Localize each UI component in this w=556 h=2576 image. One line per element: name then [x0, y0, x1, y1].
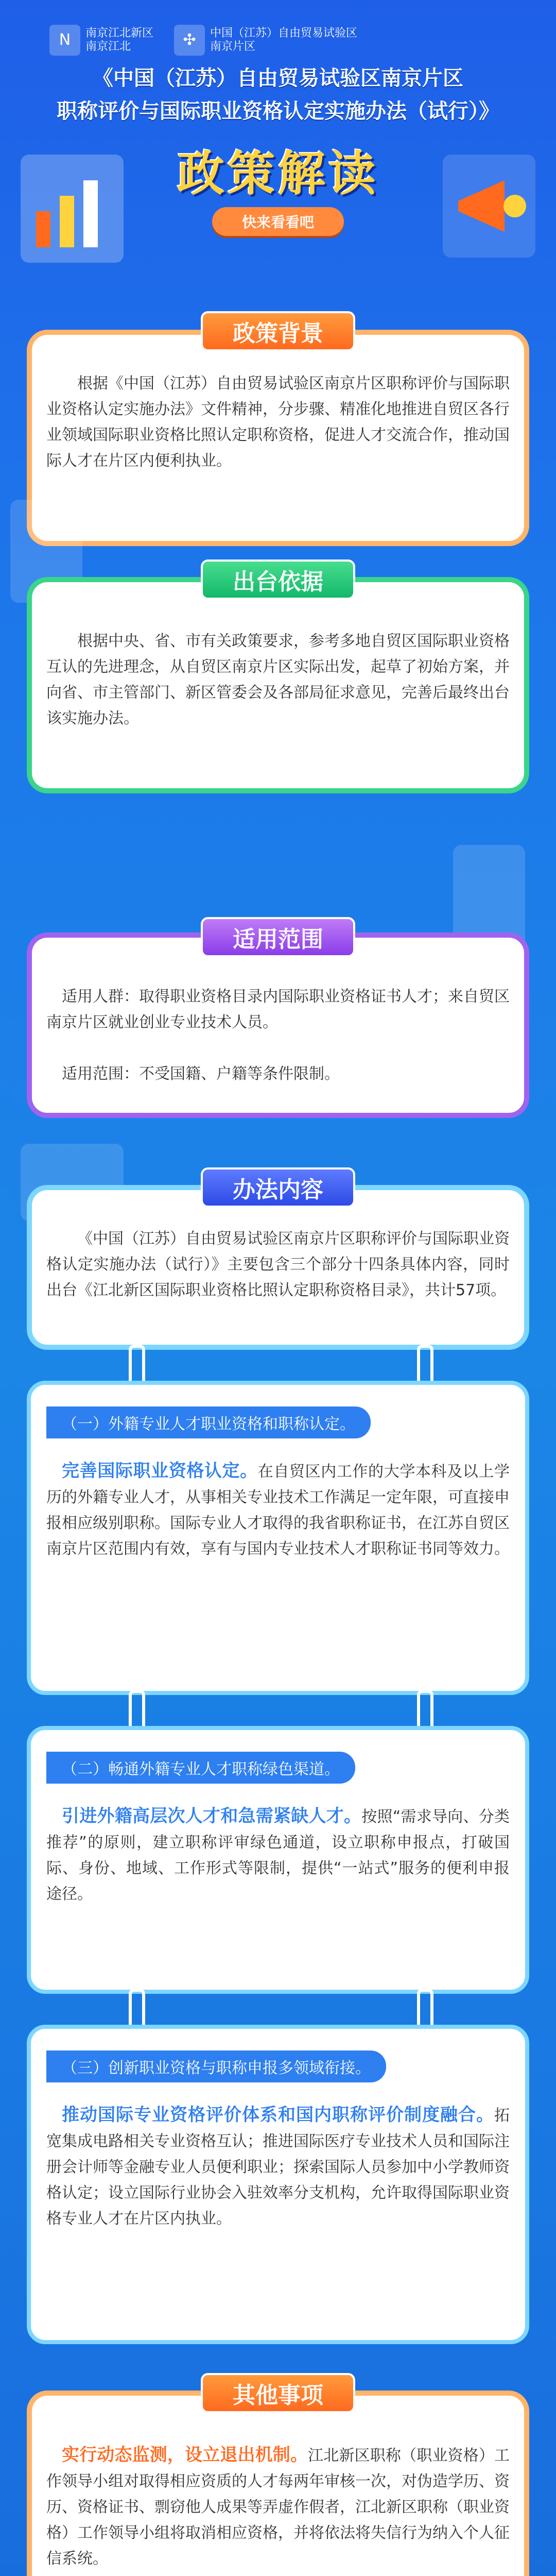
sub-highlight-3: 推动国际专业资格评价体系和国内职称评价制度融合。 — [62, 2105, 494, 2125]
jiangbei-logo-icon: N — [49, 25, 80, 56]
section-other-body: 江北新区职称（职业资格）工作领导小组对取得相应资质的人才每两年审核一次，对伪造学历、资历、资格证书、剽窃他人成果等弄虚作假者，江北新区职称（职业资格）工作领导小组将取消相应资格，并将依法将失信行为纳入个人征信系统。 — [46, 2447, 510, 2568]
banner-tag: 快来看看吧 — [212, 207, 344, 236]
sub-tag-3: （三）创新职业资格与职称申报多领域衔接。 — [46, 2050, 386, 2082]
section-scope-text-1: 适用人群：取得职业资格目录内国际职业资格证书人才；来自贸区南京片区就业创业专业技术人员。 — [46, 988, 510, 1031]
chart-icon — [21, 155, 124, 263]
ftz-logo-icon: ✣ — [174, 25, 205, 56]
jiangbei-logo — [49, 25, 153, 56]
banner-title: 政策解读 — [177, 146, 379, 201]
section-background-text: 根据《中国（江苏）自由贸易试验区南京片区职称评价与国际职业资格认定实施办法》文件精神，分步骤、精准化地推进自贸区各行业领域国际职业资格比照认定职称资格，促进人才交流合作，推动国际人才在片区内便利执业。 — [46, 375, 510, 470]
megaphone-illustration — [443, 155, 535, 258]
title-line-1: 《中国（江苏）自由贸易试验区南京片区 — [93, 66, 463, 90]
section-basis-title: 出台依据 — [201, 560, 355, 600]
section-other-title: 其他事项 — [201, 2373, 355, 2413]
section-content-title: 办法内容 — [201, 1167, 355, 1208]
section-basis-text: 根据中央、省、市有关政策要求，参考多地自贸区国际职业资格互认的先进理念，从自贸区南京片区实际出发，起草了初始方案，并向省、市主管部门、新区管委会及各部局征求意见，完善后最终出台该实施办法。 — [46, 632, 510, 727]
sub-text-3 — [46, 2102, 510, 2232]
title-line-2: 职称评价与国际职业资格认定实施办法（试行）》 — [57, 99, 499, 123]
sub-highlight-1: 完善国际职业资格认定。 — [62, 1461, 258, 1481]
sub-body-1: 在自贸区内工作的大学本科及以上学历的外籍专业人才，从事相关专业技术工作满足一定年限，可直接申报相应级别职称。国际专业人才取得的我省职称证书，在江苏自贸区南京片区范围内有效，享有与国内专业技术人才职称证书同等效力。 — [46, 1463, 510, 1558]
sub-text-1 — [46, 1458, 510, 1562]
section-background-title: 政策背景 — [201, 311, 355, 351]
logo-bar — [49, 20, 507, 61]
sub-text-2 — [46, 1803, 510, 1907]
jiangbei-logo-text: 南京江北新区 南京江北 — [85, 27, 154, 53]
section-scope-title: 适用范围 — [201, 917, 355, 957]
ftz-logo-text: 中国（江苏）自由贸易试验区 南京片区 — [210, 27, 358, 53]
ftz-logo — [174, 25, 357, 56]
section-scope-text-2: 适用范围：不受国籍、户籍等条件限制。 — [62, 1065, 340, 1083]
section-content-text: 《中国（江苏）自由贸易试验区南京片区职称评价与国际职业资格认定实施办法（试行）》主要包含三个部分十四条具体内容，同时出台《江北新区国际职业资格比照认定职称资格目录》，共计57项。 — [46, 1230, 510, 1299]
sub-highlight-2: 引进外籍高层次人才和急需紧缺人才。 — [62, 1806, 362, 1826]
sub-body-3: 拓宽集成电路相关专业资格互认；推进国际医疗专业技术人员和国际注册会计师等金融专业人员便利职业；探索国际人员参加中小学教师资格认定；设立国际行业协会入驻效率分支机构，允许取得国际职业资格专业人才在片区内执业。 — [46, 2107, 510, 2228]
sub-tag-2: （二）畅通外籍专业人才职称绿色渠道。 — [46, 1752, 355, 1784]
section-other-highlight: 实行动态监测，设立退出机制。 — [62, 2445, 308, 2465]
page-title — [21, 62, 535, 128]
sub-tag-1: （一）外籍专业人才职业资格和职称认定。 — [46, 1406, 371, 1438]
chart-illustration-left — [21, 155, 124, 263]
section-other-text — [46, 2442, 510, 2572]
sub-body-2: 按照“需求导向、分类推荐”的原则，建立职称评审绿色通道，设立职称申报点，打破国际、身份、地域、工作形式等限制，提供“一站式”服务的便利申报途径。 — [46, 1808, 510, 1903]
megaphone-icon — [443, 155, 535, 258]
